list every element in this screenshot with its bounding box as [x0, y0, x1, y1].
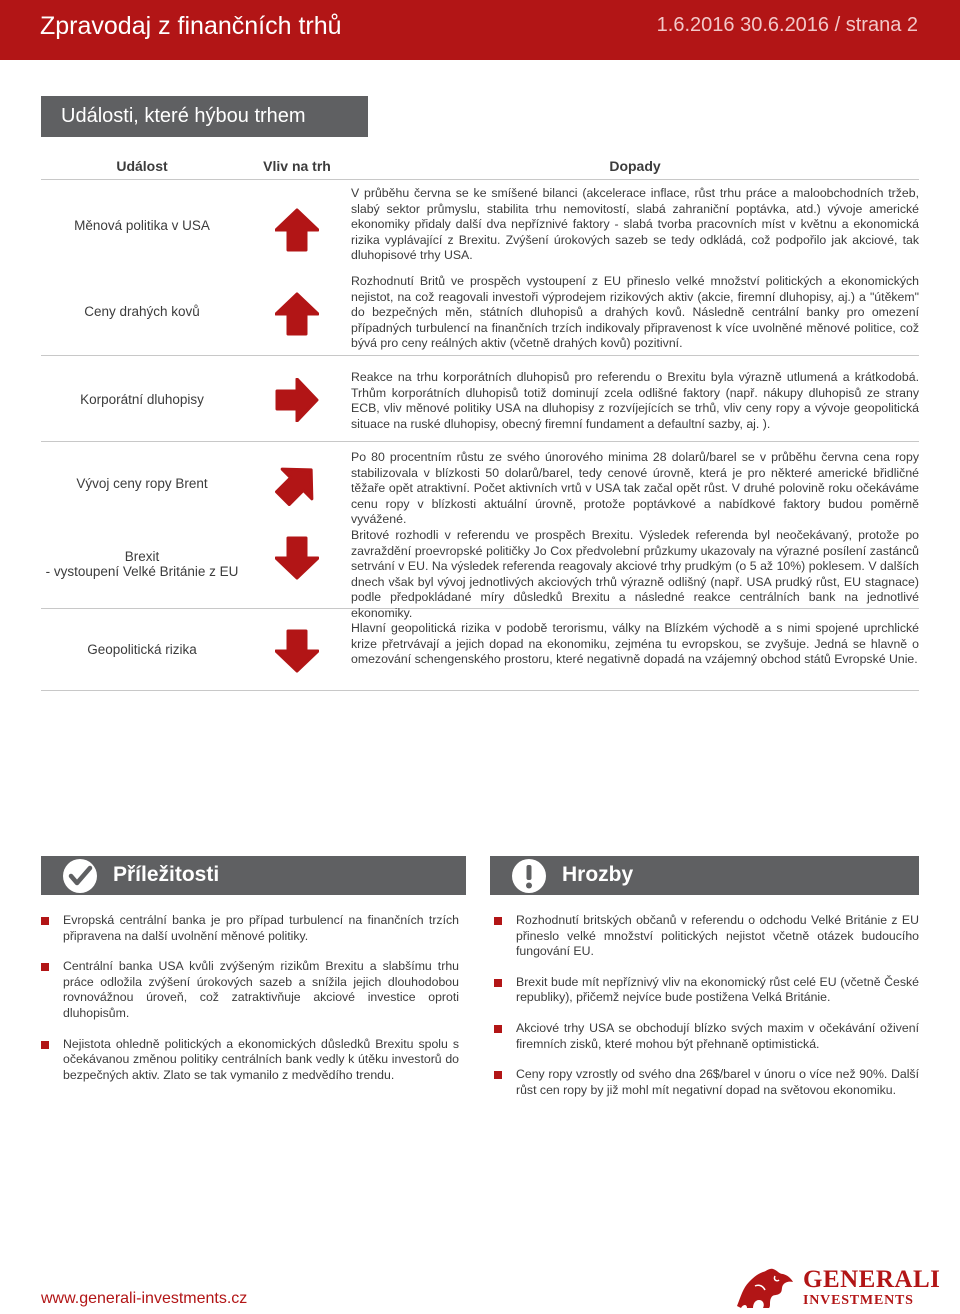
effect-text: Po 80 procentním růstu ze svého únorového minima 28 dolarů/barel se v průběhu června cena ropy stabilizovala v blízkosti 50 dolarů/barel, tedy cenové úrovně, která je pro některé americké břidličné těžaře opět atraktivní. Počet aktivních vrtů v USA tak začal opět růst. V druhé polovině roku očekáváme cenu ropy v blízkosti aktuální úrovně, protože poptávkové a nabídkové faktory budou poměrně vyvážené.	[351, 450, 919, 527]
arrow-down-icon	[275, 536, 319, 580]
event-label-line: Brexit	[124, 549, 160, 564]
event-label: Ceny drahých kovů	[84, 304, 200, 319]
bullet-icon	[41, 917, 49, 925]
section-title: Události, které hýbou trhem	[41, 96, 368, 137]
bullet-icon	[41, 963, 49, 971]
threats-header	[490, 856, 919, 895]
event-label-line: - vystoupení Velké Británie z EU	[45, 564, 239, 579]
opportunity-text: Centrální banka USA kvůli zvýšeným rizikům Brexitu a slabšímu trhu práce odložila zvýšení úrokových sazeb a snížila jejich dlouhodobou rovnovážnou úroveň, což zatraktivňuje akciové investice oproti dluhopisům.	[63, 959, 459, 1020]
bullet-icon	[494, 979, 502, 987]
threat-text: Brexit bude mít nepříznivý vliv na ekonomický růst celé EU (včetně České republiky), přičemž nejvíce bude postižena Velká Británie.	[516, 974, 919, 1005]
list-item	[41, 959, 459, 1021]
threat-text: Rozhodnutí britských občanů v referendu o odchodu Velké Británie z EU přineslo velké množství politických nejistot včetně otázek budoucího fungování EU.	[516, 913, 919, 959]
arrow-up-icon	[275, 208, 319, 252]
arrow-down-icon	[275, 629, 319, 673]
table-row-group	[41, 442, 919, 620]
lion-icon	[733, 1266, 797, 1310]
events-table	[41, 153, 919, 691]
bullet-icon	[494, 917, 502, 925]
event-label: Korporátní dluhopisy	[80, 392, 204, 407]
event-label: Geopolitická rizika	[87, 642, 197, 657]
opportunity-text: Nejistota ohledně politických a ekonomických důsledků Brexitu spolu s očekávanou změnou politiky centrálních bank vedly k útěku investorů do bezpečných aktiv. Zlato se tak vymanilo z medvědího trendu.	[63, 1036, 459, 1082]
threats-title: Hrozby	[562, 863, 634, 886]
list-item	[494, 913, 919, 960]
table-header	[41, 153, 919, 180]
opportunity-text: Evropská centrální banka je pro případ turbulencí na finančních trzích připravena na další uvolnění měnové politiky.	[63, 913, 459, 943]
header-bar	[0, 0, 960, 60]
arrow-right-icon	[275, 378, 319, 422]
opportunities-header	[41, 856, 466, 895]
event-label: Měnová politika v USA	[74, 218, 210, 233]
event-label	[41, 549, 243, 579]
opportunities-list	[41, 913, 459, 1083]
table-row	[41, 609, 919, 691]
date-and-page: 1.6.2016 30.6.2016 / strana 2	[656, 14, 918, 36]
generali-logo	[733, 1266, 941, 1310]
opportunities-title: Příležitosti	[113, 863, 220, 886]
effect-text: V průběhu června se ke smíšené bilanci (akcelerace inflace, růst trhu práce a maloobchodních tržeb, slabý sektor průmyslu, stabilita trhu nemovitostí, slabá zahraniční poptávka, atd.) vývoje americké ekonomiky přidaly další dva nepříznivé faktory - slabá tvorba pracovních míst v květnu a ekonomická rizika vyplávající z Brexitu. Zvýšení úrokových sazeb se tedy odkládá, což podpořilo jak akciové, tak dluhopisové trhy USA.	[351, 186, 919, 263]
table-row-group	[41, 180, 919, 356]
effect-text: Hlavní geopolitická rizika v podobě terorismu, války na Blízkém východě a s nimi spojené uprchlické krize přetrvávají a jejich dopad na ekonomiku, zejména tu evropskou, se zvyšuje. Jedná se hlavně o omezování schengenského prostoru, které negativně dopadá na vzájemný obchod států Evropské Unie.	[351, 621, 919, 667]
list-item	[41, 913, 459, 944]
exclamation-icon	[512, 859, 546, 893]
effect-text: Britové rozhodli v referendu ve prospěch Brexitu. Výsledek referenda byl neočekávaný, protože po zavraždění proevropské političky Jo Cox předvolební průzkumy ukazovaly na výrazné posílení zastánců setrvání v EU. Na výsledek referenda reagovaly akciové trhy prudkým (o 5 až 10%) poklesem. V dalších dnech však byl vývoj jednotlivých akciových trhů výrazně odlišný (např. USA prudký růst, EU stagnace) podle předpokládané míry důsledků Brexitu a následné reakce centrálních bank na jednotlivé ekonomiky.	[351, 528, 919, 620]
bullet-icon	[41, 1041, 49, 1049]
header-event: Událost	[116, 158, 168, 174]
checkmark-icon	[63, 859, 97, 893]
newsletter-title: Zpravodaj z finančních trhů	[40, 12, 342, 40]
list-item	[41, 1037, 459, 1084]
effect-text: Reakce na trhu korporátních dluhopisů pro referendu o Brexitu byla výrazně utlumená a krátkodobá. Trhům korporátních dluhopisů totiž dominují zcela odlišné faktory (např. nákupy dluhopisů ze strany ECB, vliv měnové politiky USA na dluhopisy z rozvíjejících se trhů, vliv ceny ropy a vývoje geopolitická situace na ruské dluhopisy, obecný firemní fundament a defaultní sazby, aj. ).	[351, 370, 919, 431]
bullet-icon	[494, 1071, 502, 1079]
header-effect: Dopady	[609, 158, 661, 174]
logo-text-secondary: INVESTMENTS	[803, 1293, 914, 1308]
list-item	[494, 1067, 919, 1098]
threat-text: Akciové trhy USA se obchodují blízko svých maxim v očekávání oživení firemních zisků, které mohou být přehnaně optimistická.	[516, 1020, 919, 1051]
logo-text-primary: GENERALI	[803, 1266, 941, 1293]
threat-text: Ceny ropy vzrostly od svého dna 26$/barel v únoru o více než 90%. Další růst cen ropy by již mohl mít negativní dopad na světovou ekonomiku.	[516, 1067, 919, 1097]
threats-list	[494, 913, 919, 1098]
arrow-up-right-icon	[275, 462, 319, 506]
header-impact: Vliv na trh	[263, 158, 331, 174]
event-label: Vývoj ceny ropy Brent	[76, 476, 208, 491]
list-item	[494, 1021, 919, 1052]
table-row	[41, 356, 919, 442]
website-link[interactable]: www.generali-investments.cz	[41, 1290, 248, 1307]
bullet-icon	[494, 1025, 502, 1033]
list-item	[494, 975, 919, 1006]
effect-text: Rozhodnutí Britů ve prospěch vystoupení z EU přineslo velké množství politických a ekonomických nejistot, na což reagovali investoři výprodejem rizikových aktiv (akcie, firemní dluhopisy, aj.) a "útěkem" do bezpečných měn, státních dluhopisů a drahých kovů. Následně centrální banky pro omezení případných turbulencí na finančních trzích indikovaly připravenost k více uvolněné měnové politice, což bývá pro ceny reálných aktiv (včetně drahých kovů) pozitivní.	[351, 274, 919, 351]
arrow-up-icon	[275, 292, 319, 336]
